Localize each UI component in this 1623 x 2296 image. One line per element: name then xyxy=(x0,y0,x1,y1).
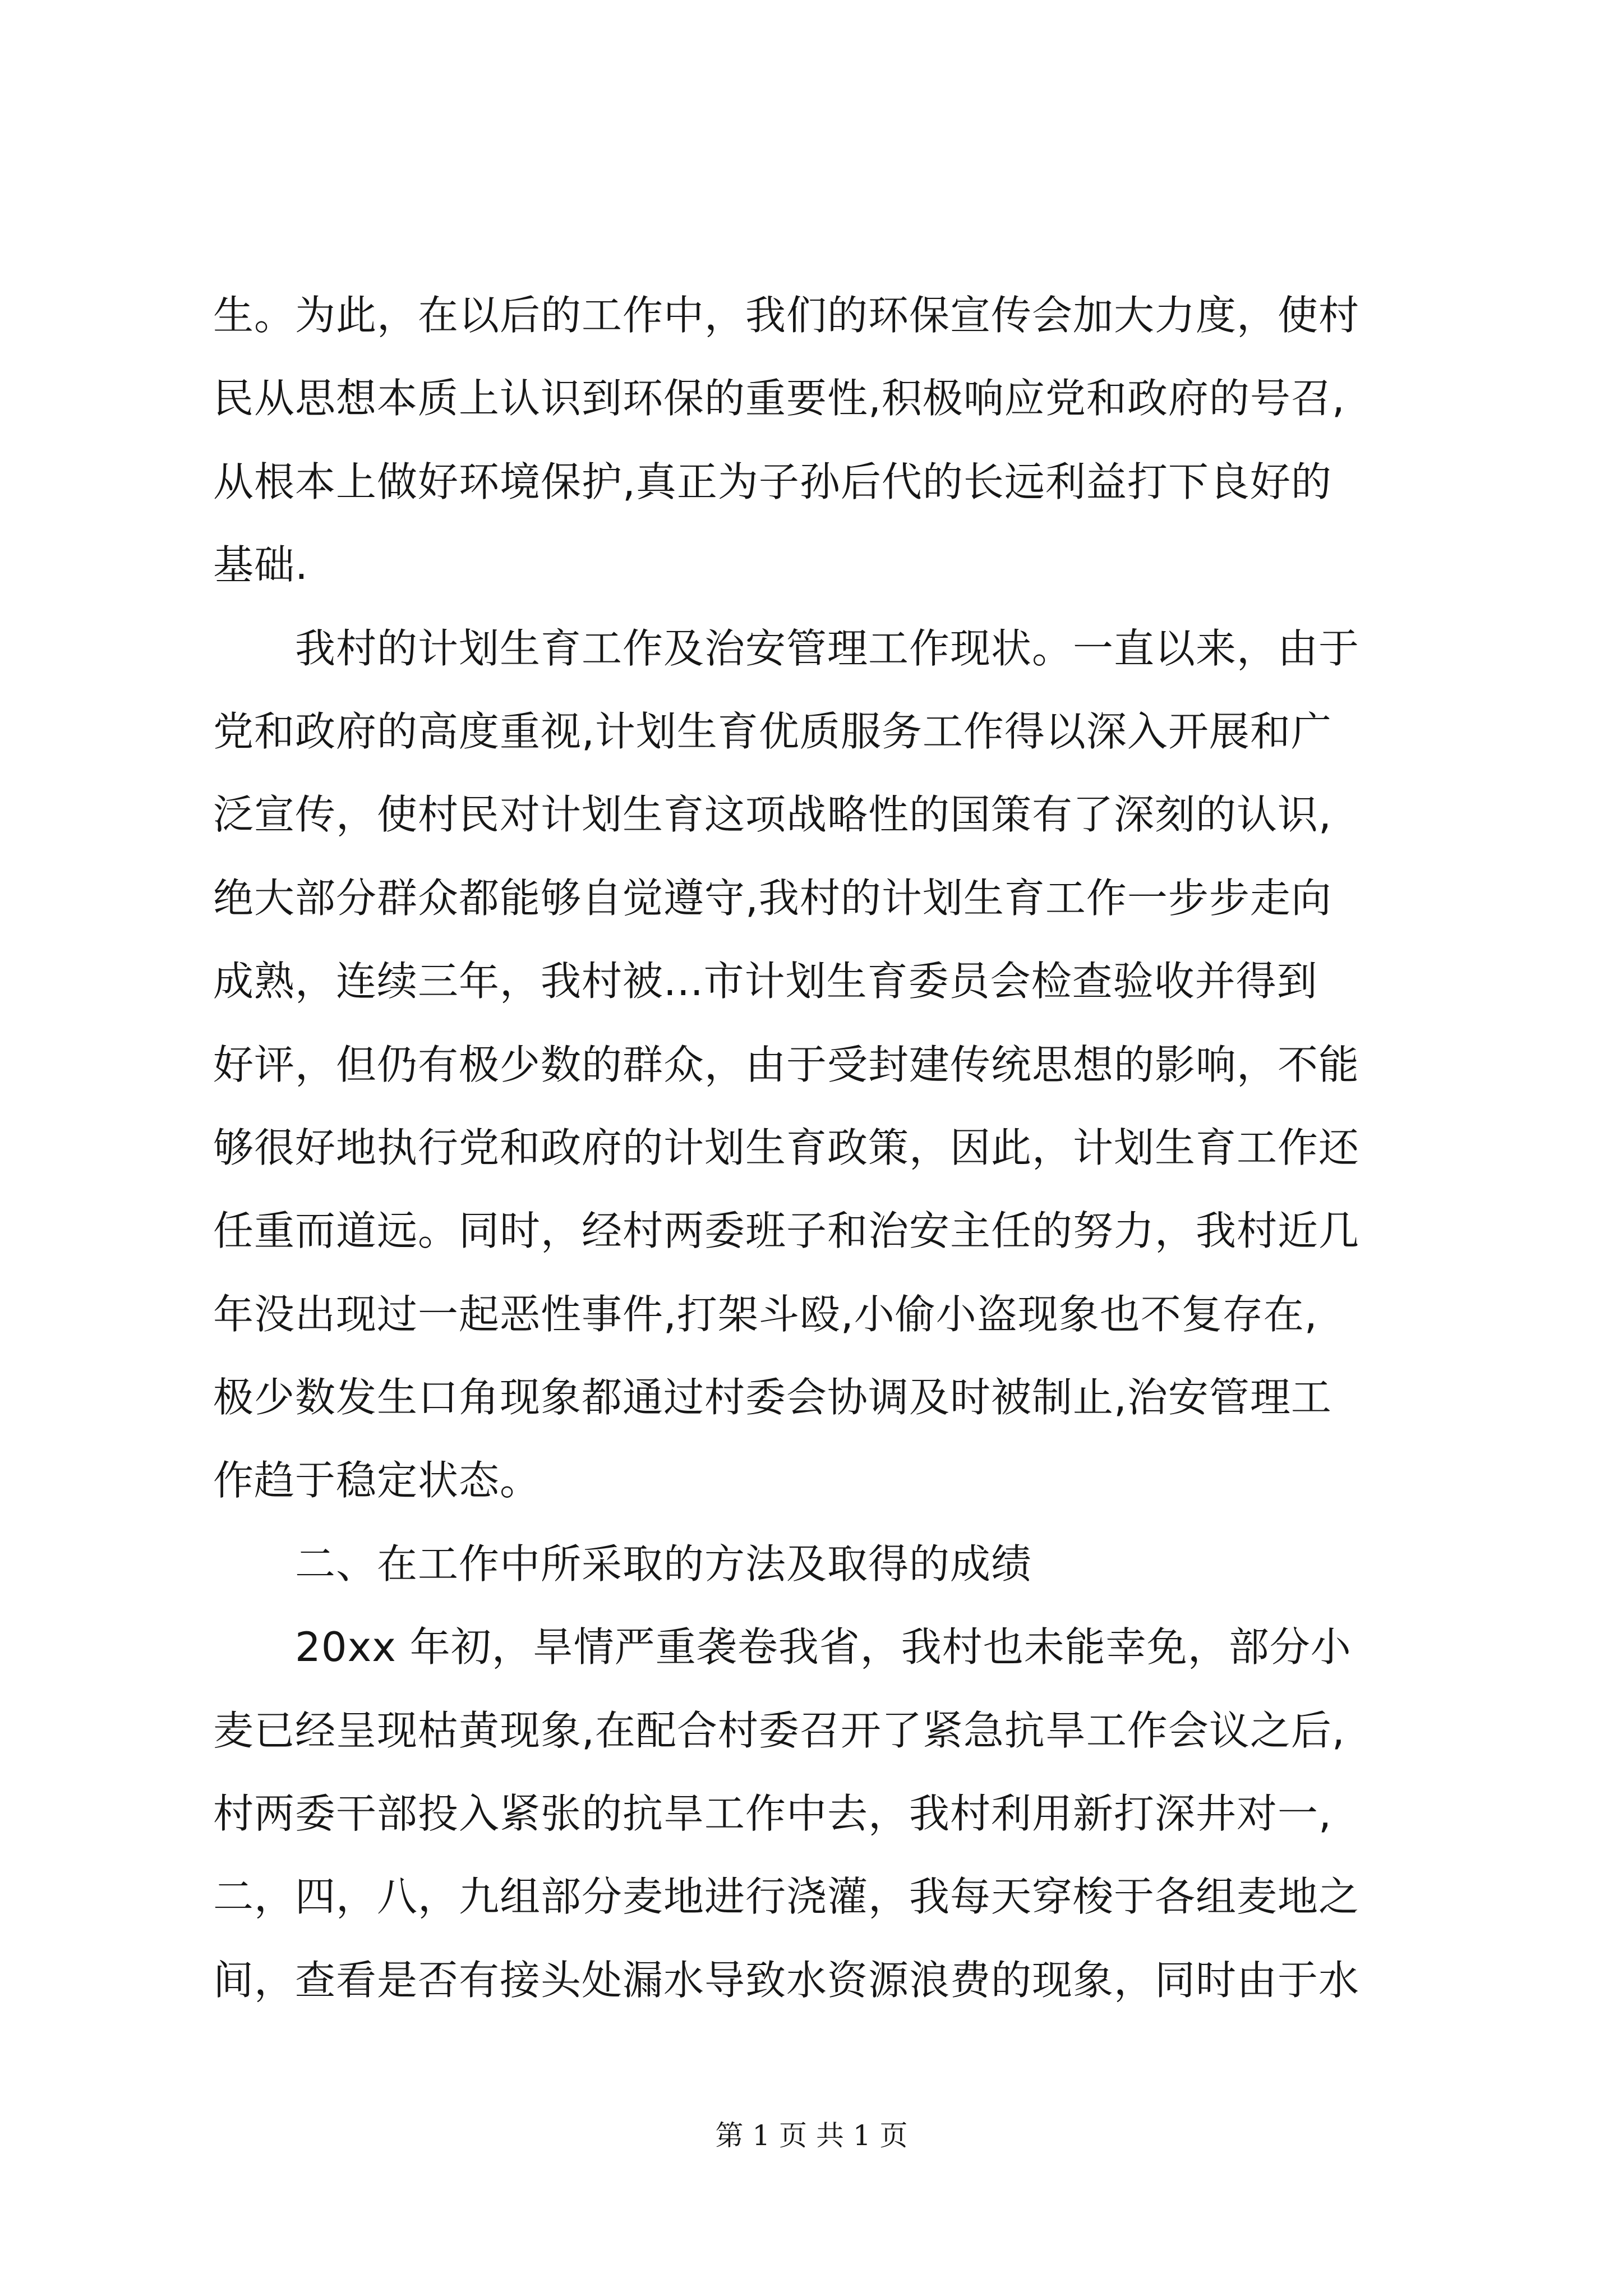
text-line: 够很好地执行党和政府的计划生育政策，因此，计划生育工作还 xyxy=(213,1124,1360,1171)
text-line: 基础. xyxy=(213,541,308,589)
page-footer: 第 1 页 共 1 页 xyxy=(715,2119,908,2152)
text-line: 年没出现过一起恶性事件,打架斗殴,小偷小盗现象也不复存在, xyxy=(213,1290,1318,1338)
text-line: 生。为此，在以后的工作中，我们的环保宣传会加大力度，使村 xyxy=(213,292,1360,339)
text-line: 党和政府的高度重视,计划生育优质服务工作得以深入开展和广 xyxy=(213,707,1332,755)
text-line: 麦已经呈现枯黄现象,在配合村委召开了紧急抗旱工作会议之后, xyxy=(213,1706,1345,1754)
text-line: 成熟，连续三年，我村被...市计划生育委员会检查验收并得到 xyxy=(213,958,1318,1005)
text-line: 二，四，八，九组部分麦地进行浇灌，我每天穿梭于各组麦地之 xyxy=(213,1873,1360,1921)
body-text xyxy=(213,274,1475,2022)
text-line: 极少数发生口角现象都通过村委会协调及时被制止,治安管理工 xyxy=(213,1374,1332,1421)
text-line: 我村的计划生育工作及治安管理工作现状。一直以来，由于 xyxy=(213,624,1360,672)
text-line: 泛宣传，使村民对计划生育这项战略性的国策有了深刻的认识, xyxy=(213,791,1332,839)
text-line: 作趋于稳定状态。 xyxy=(213,1457,541,1504)
text-line: 好评，但仍有极少数的群众，由于受封建传统思想的影响，不能 xyxy=(213,1041,1360,1088)
section-heading: 二、在工作中所采取的方法及取得的成绩 xyxy=(213,1540,1032,1588)
text-line: 任重而道远。同时，经村两委班子和治安主任的努力，我村近几 xyxy=(213,1207,1360,1255)
text-line: 村两委干部投入紧张的抗旱工作中去，我村利用新打深井对一, xyxy=(213,1790,1332,1838)
text-line: 20xx 年初，旱情严重袭卷我省，我村也未能幸免，部分小 xyxy=(213,1623,1352,1671)
text-line: 绝大部分群众都能够自觉遵守,我村的计划生育工作一步步走向 xyxy=(213,874,1332,922)
text-line: 民从思想本质上认识到环保的重要性,积极响应党和政府的号召, xyxy=(213,375,1345,422)
text-line: 从根本上做好环境保护,真正为子孙后代的长远利益打下良好的 xyxy=(213,458,1332,505)
text-line: 间，查看是否有接头处漏水导致水资源浪费的现象，同时由于水 xyxy=(213,1956,1360,2004)
